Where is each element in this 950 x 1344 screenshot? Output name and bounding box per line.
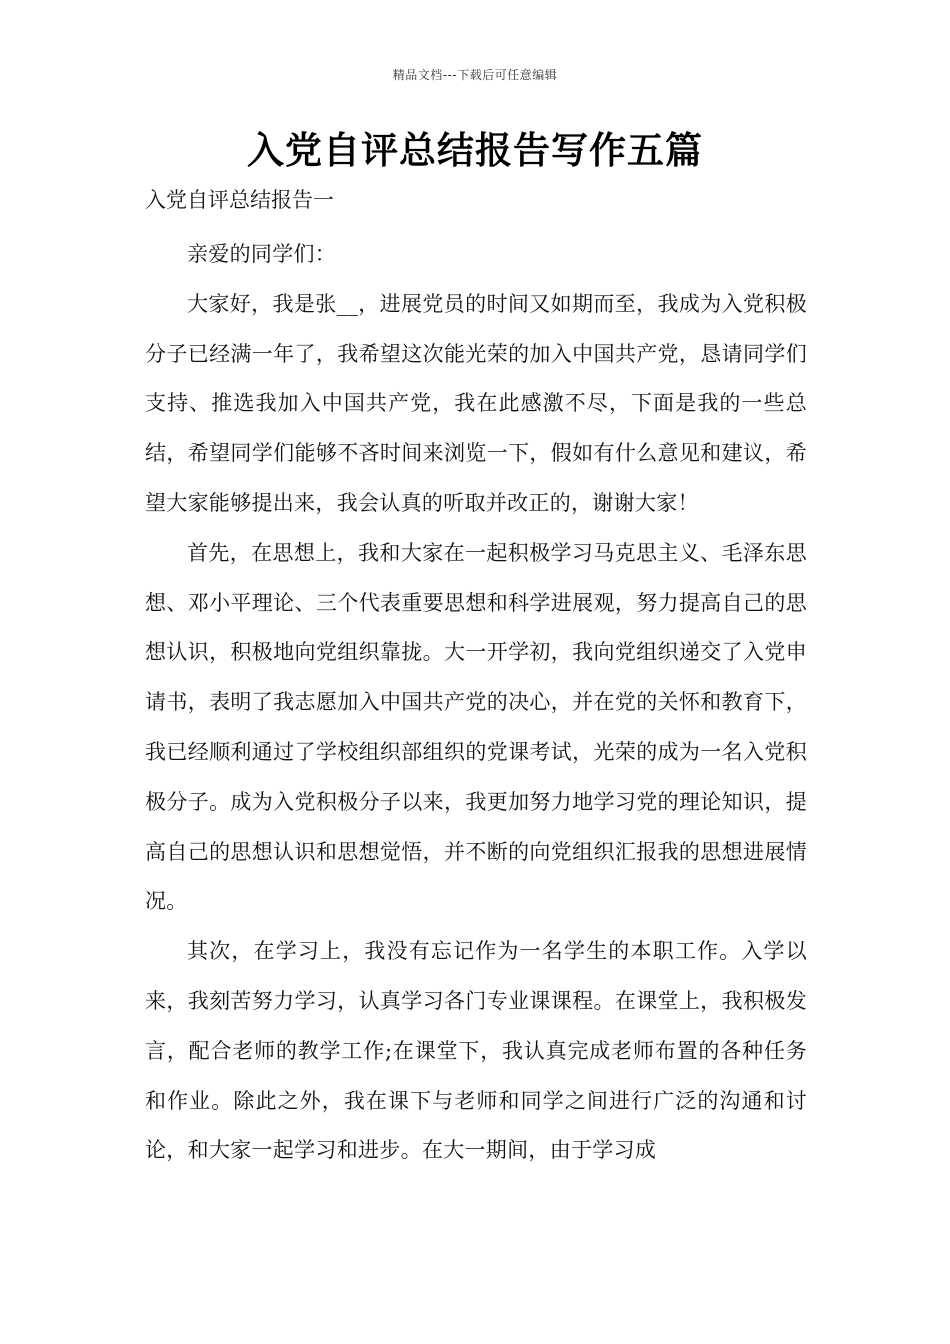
document-body [145,180,807,1176]
header-note: 精品文档---下载后可任意编辑 [392,68,558,82]
document-title: 入党自评总结报告写作五篇 [247,129,703,172]
intro-paragraph: 大家好，我是张__，进展党员的时间又如期而至，我成为入党积极分子已经满一年了，我希望这次能光荣的加入中国共产党，恳请同学们支持、推选我加入中国共产党，我在此感激不尽，下面是我的一些总结，希望同学们能够不吝时间来浏览一下，假如有什么意见和建议，希望大家能够提出来，我会认真的听取并改正的，谢谢大家！ [145,291,807,515]
greeting-paragraph: 亲爱的同学们： [187,242,337,266]
study-paragraph: 其次，在学习上，我没有忘记作为一名学生的本职工作。入学以来，我刻苦努力学习，认真学习各门专业课课程。在课堂上，我积极发言，配合老师的教学工作;在课堂下，我认真完成老师布置的各种任务和作业。除此之外，我在课下与老师和同学之间进行广泛的沟通和讨论，和大家一起学习和进步。在大一期间，由于学习成 [145,939,807,1163]
section-subtitle: 入党自评总结报告一 [145,188,334,212]
thought-paragraph: 首先，在思想上，我和大家在一起积极学习马克思主义、毛泽东思想、邓小平理论、三个代表重要思想和科学进展观，努力提高自己的思想认识，积极地向党组织靠拢。大一开学初，我向党组织递交了入党申请书，表明了我志愿加入中国共产党的决心，并在党的关怀和教育下，我已经顺利通过了学校组织部组织的党课考试，光荣的成为一名入党积极分子。成为入党积极分子以来，我更加努力地学习党的理论知识，提高自己的思想认识和思想觉悟，并不断的向党组织汇报我的思想进展情况。 [145,540,807,914]
